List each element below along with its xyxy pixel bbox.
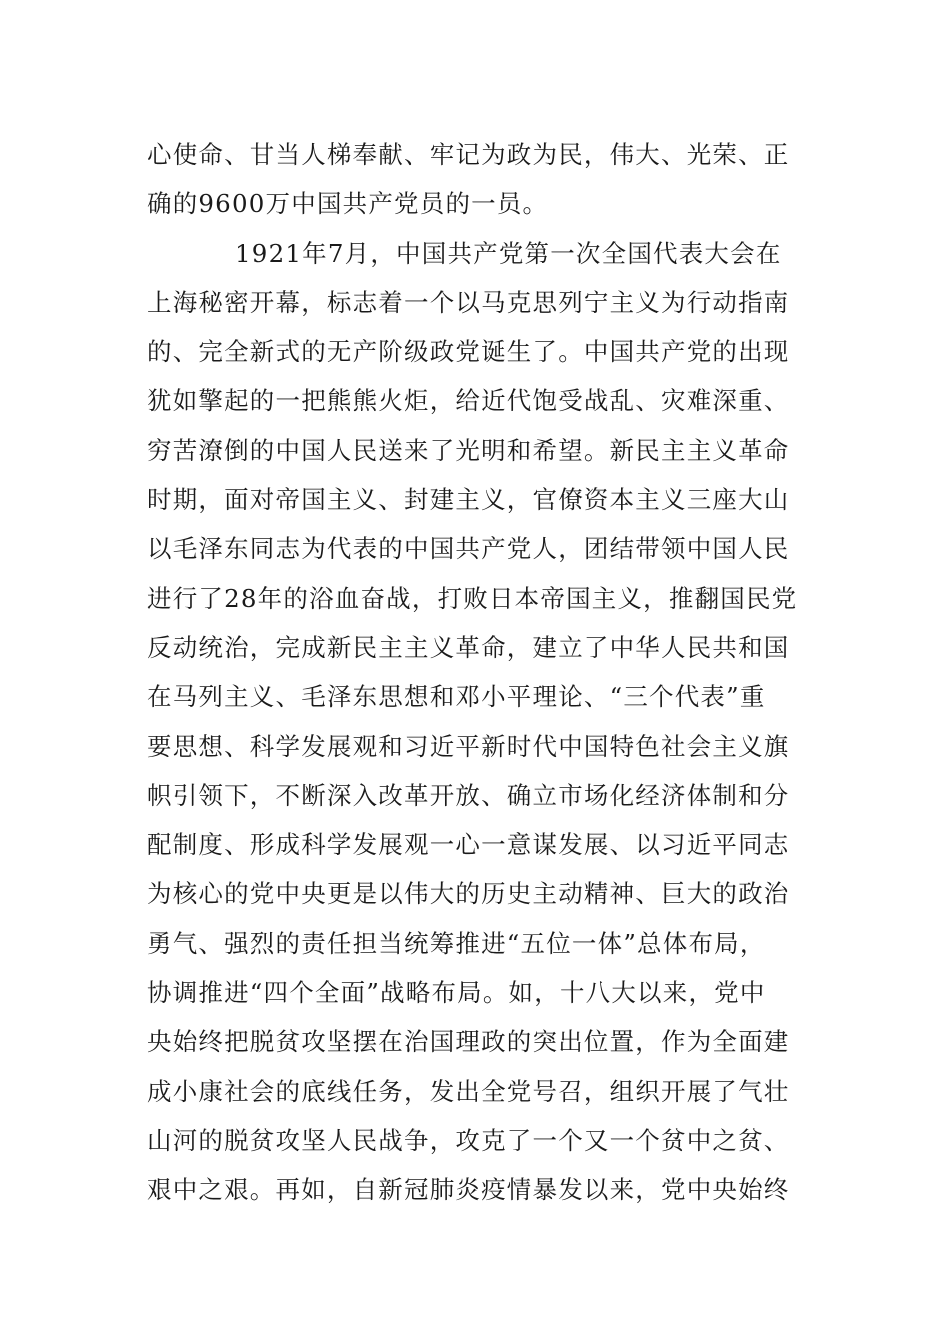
text-line: 的、完全新式的无产阶级政党诞生了。中国共产党的出现: [147, 337, 790, 367]
text-line: 在马列主义、毛泽东思想和邓小平理论、“三个代表”重: [147, 682, 766, 712]
text-line: 山河的脱贫攻坚人民战争，攻克了一个又一个贫中之贫、: [147, 1125, 790, 1155]
text-line: 反动统治，完成新民主主义革命，建立了中华人民共和国: [147, 632, 790, 662]
body-text: [147, 130, 807, 1215]
text-line: 协调推进“四个全面”战略布局。如，十八大以来，党中: [147, 978, 766, 1008]
text-line: 进行了28年的浴血奋战，打败日本帝国主义，推翻国民党: [147, 583, 798, 613]
text-line: 艰中之艰。再如，自新冠肺炎疫情暴发以来，党中央始终: [147, 1175, 790, 1205]
paragraph-start-line: 1921年7月，中国共产党第一次全国代表大会在: [235, 238, 782, 268]
text-line: 确的9600万中国共产党员的一员。: [147, 189, 549, 219]
text-line: 央始终把脱贫攻坚摆在治国理政的突出位置，作为全面建: [147, 1027, 790, 1057]
text-line: 上海秘密开幕，标志着一个以马克思列宁主义为行动指南: [147, 287, 790, 317]
text-line: 以毛泽东同志为代表的中国共产党人，团结带领中国人民: [147, 534, 790, 564]
text-line: 穷苦潦倒的中国人民送来了光明和希望。新民主主义革命: [147, 435, 790, 465]
text-line: 时期，面对帝国主义、封建主义，官僚资本主义三座大山: [147, 485, 790, 515]
text-line: 配制度、形成科学发展观一心一意谋发展、以习近平同志: [147, 830, 790, 860]
text-line: 为核心的党中央更是以伟大的历史主动精神、巨大的政治: [147, 879, 790, 909]
text-line: 勇气、强烈的责任担当统筹推进“五位一体”总体布局，: [147, 928, 766, 958]
text-line: 成小康社会的底线任务，发出全党号召，组织开展了气壮: [147, 1076, 790, 1106]
text-line: 要思想、科学发展观和习近平新时代中国特色社会主义旗: [147, 731, 790, 761]
text-line: 心使命、甘当人梯奉献、牢记为政为民，伟大、光荣、正: [147, 140, 790, 169]
text-line: 帜引领下，不断深入改革开放、确立市场化经济体制和分: [147, 780, 790, 810]
text-line: 犹如擎起的一把熊熊火炬，给近代饱受战乱、灾难深重、: [147, 386, 790, 416]
